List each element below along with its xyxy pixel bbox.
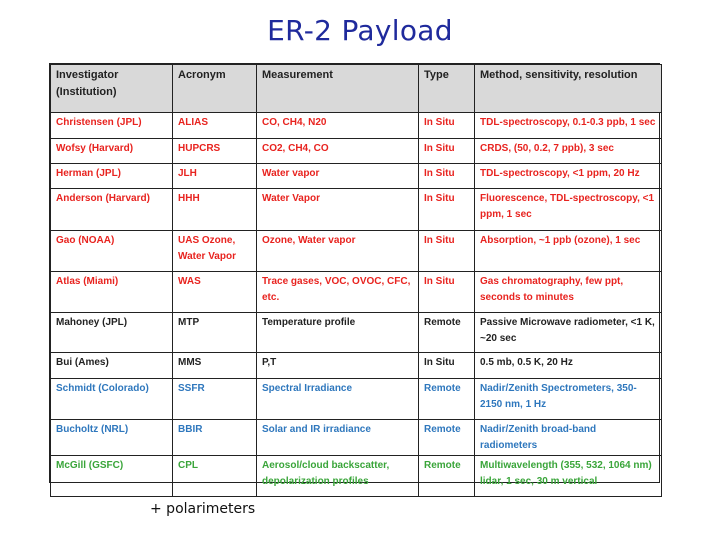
type-cell: Remote [419,313,475,353]
acronym-cell: SSFR [173,379,257,420]
slide-title: ER-2 Payload [267,14,453,47]
acronym-cell: HHH [173,189,257,231]
measurement-cell: Water vapor [257,164,419,189]
table-row [51,139,662,164]
table-row [51,272,662,313]
method-cell: TDL-spectroscopy, 0.1-0.3 ppb, 1 sec [475,113,662,139]
method-cell: Multiwavelength (355, 532, 1064 nm) lidar, 1 sec, 30 m vertical [475,456,662,497]
table-row [51,420,662,456]
footnote: + polarimeters [150,501,256,517]
header-acronym: Acronym [173,65,257,113]
type-cell: In Situ [419,231,475,272]
method-cell: Fluorescence, TDL-spectroscopy, <1 ppm, 1 sec [475,189,662,231]
acronym-cell: WAS [173,272,257,313]
type-cell: In Situ [419,113,475,139]
payload-table [50,64,662,497]
header-measurement: Measurement [257,65,419,113]
acronym-cell: HUPCRS [173,139,257,164]
table-row [51,164,662,189]
acronym-cell: MMS [173,353,257,379]
acronym-cell: CPL [173,456,257,497]
investigator-cell: Wofsy (Harvard) [51,139,173,164]
investigator-cell: Anderson (Harvard) [51,189,173,231]
table-row [51,456,662,497]
measurement-cell: Water Vapor [257,189,419,231]
method-cell: Passive Microwave radiometer, <1 K, ~20 sec [475,313,662,353]
method-cell: Gas chromatography, few ppt, seconds to minutes [475,272,662,313]
acronym-cell: UAS Ozone, Water Vapor [173,231,257,272]
method-cell: CRDS, (50, 0.2, 7 ppb), 3 sec [475,139,662,164]
measurement-cell: Solar and IR irradiance [257,420,419,456]
investigator-cell: Herman (JPL) [51,164,173,189]
measurement-cell: Trace gases, VOC, OVOC, CFC, etc. [257,272,419,313]
method-cell: Absorption, ~1 ppb (ozone), 1 sec [475,231,662,272]
measurement-cell: Ozone, Water vapor [257,231,419,272]
table-row [51,313,662,353]
table-row [51,231,662,272]
measurement-cell: Aerosol/cloud backscatter, depolarization profiles [257,456,419,497]
method-cell: Nadir/Zenith broad-band radiometers [475,420,662,456]
investigator-cell: Atlas (Miami) [51,272,173,313]
header-type: Type [419,65,475,113]
acronym-cell: JLH [173,164,257,189]
measurement-cell: Spectral Irradiance [257,379,419,420]
table-row [51,189,662,231]
method-cell: 0.5 mb, 0.5 K, 20 Hz [475,353,662,379]
type-cell: In Situ [419,164,475,189]
acronym-cell: MTP [173,313,257,353]
investigator-cell: Christensen (JPL) [51,113,173,139]
investigator-cell: Schmidt (Colorado) [51,379,173,420]
type-cell: Remote [419,379,475,420]
method-cell: TDL-spectroscopy, <1 ppm, 20 Hz [475,164,662,189]
type-cell: Remote [419,456,475,497]
header-method: Method, sensitivity, resolution [475,65,662,113]
investigator-cell: Mahoney (JPL) [51,313,173,353]
investigator-cell: McGill (GSFC) [51,456,173,497]
measurement-cell: Temperature profile [257,313,419,353]
measurement-cell: CO, CH4, N20 [257,113,419,139]
measurement-cell: CO2, CH4, CO [257,139,419,164]
measurement-cell: P,T [257,353,419,379]
table-row [51,353,662,379]
table-header-row [51,65,662,113]
acronym-cell: BBIR [173,420,257,456]
type-cell: In Situ [419,353,475,379]
investigator-cell: Gao (NOAA) [51,231,173,272]
investigator-cell: Bucholtz (NRL) [51,420,173,456]
table-row [51,379,662,420]
type-cell: In Situ [419,189,475,231]
acronym-cell: ALIAS [173,113,257,139]
investigator-cell: Bui (Ames) [51,353,173,379]
table-row [51,113,662,139]
header-investigator: Investigator (Institution) [51,65,173,113]
type-cell: In Situ [419,139,475,164]
payload-table-frame [49,63,660,487]
type-cell: In Situ [419,272,475,313]
type-cell: Remote [419,420,475,456]
method-cell: Nadir/Zenith Spectrometers, 350-2150 nm, 1 Hz [475,379,662,420]
